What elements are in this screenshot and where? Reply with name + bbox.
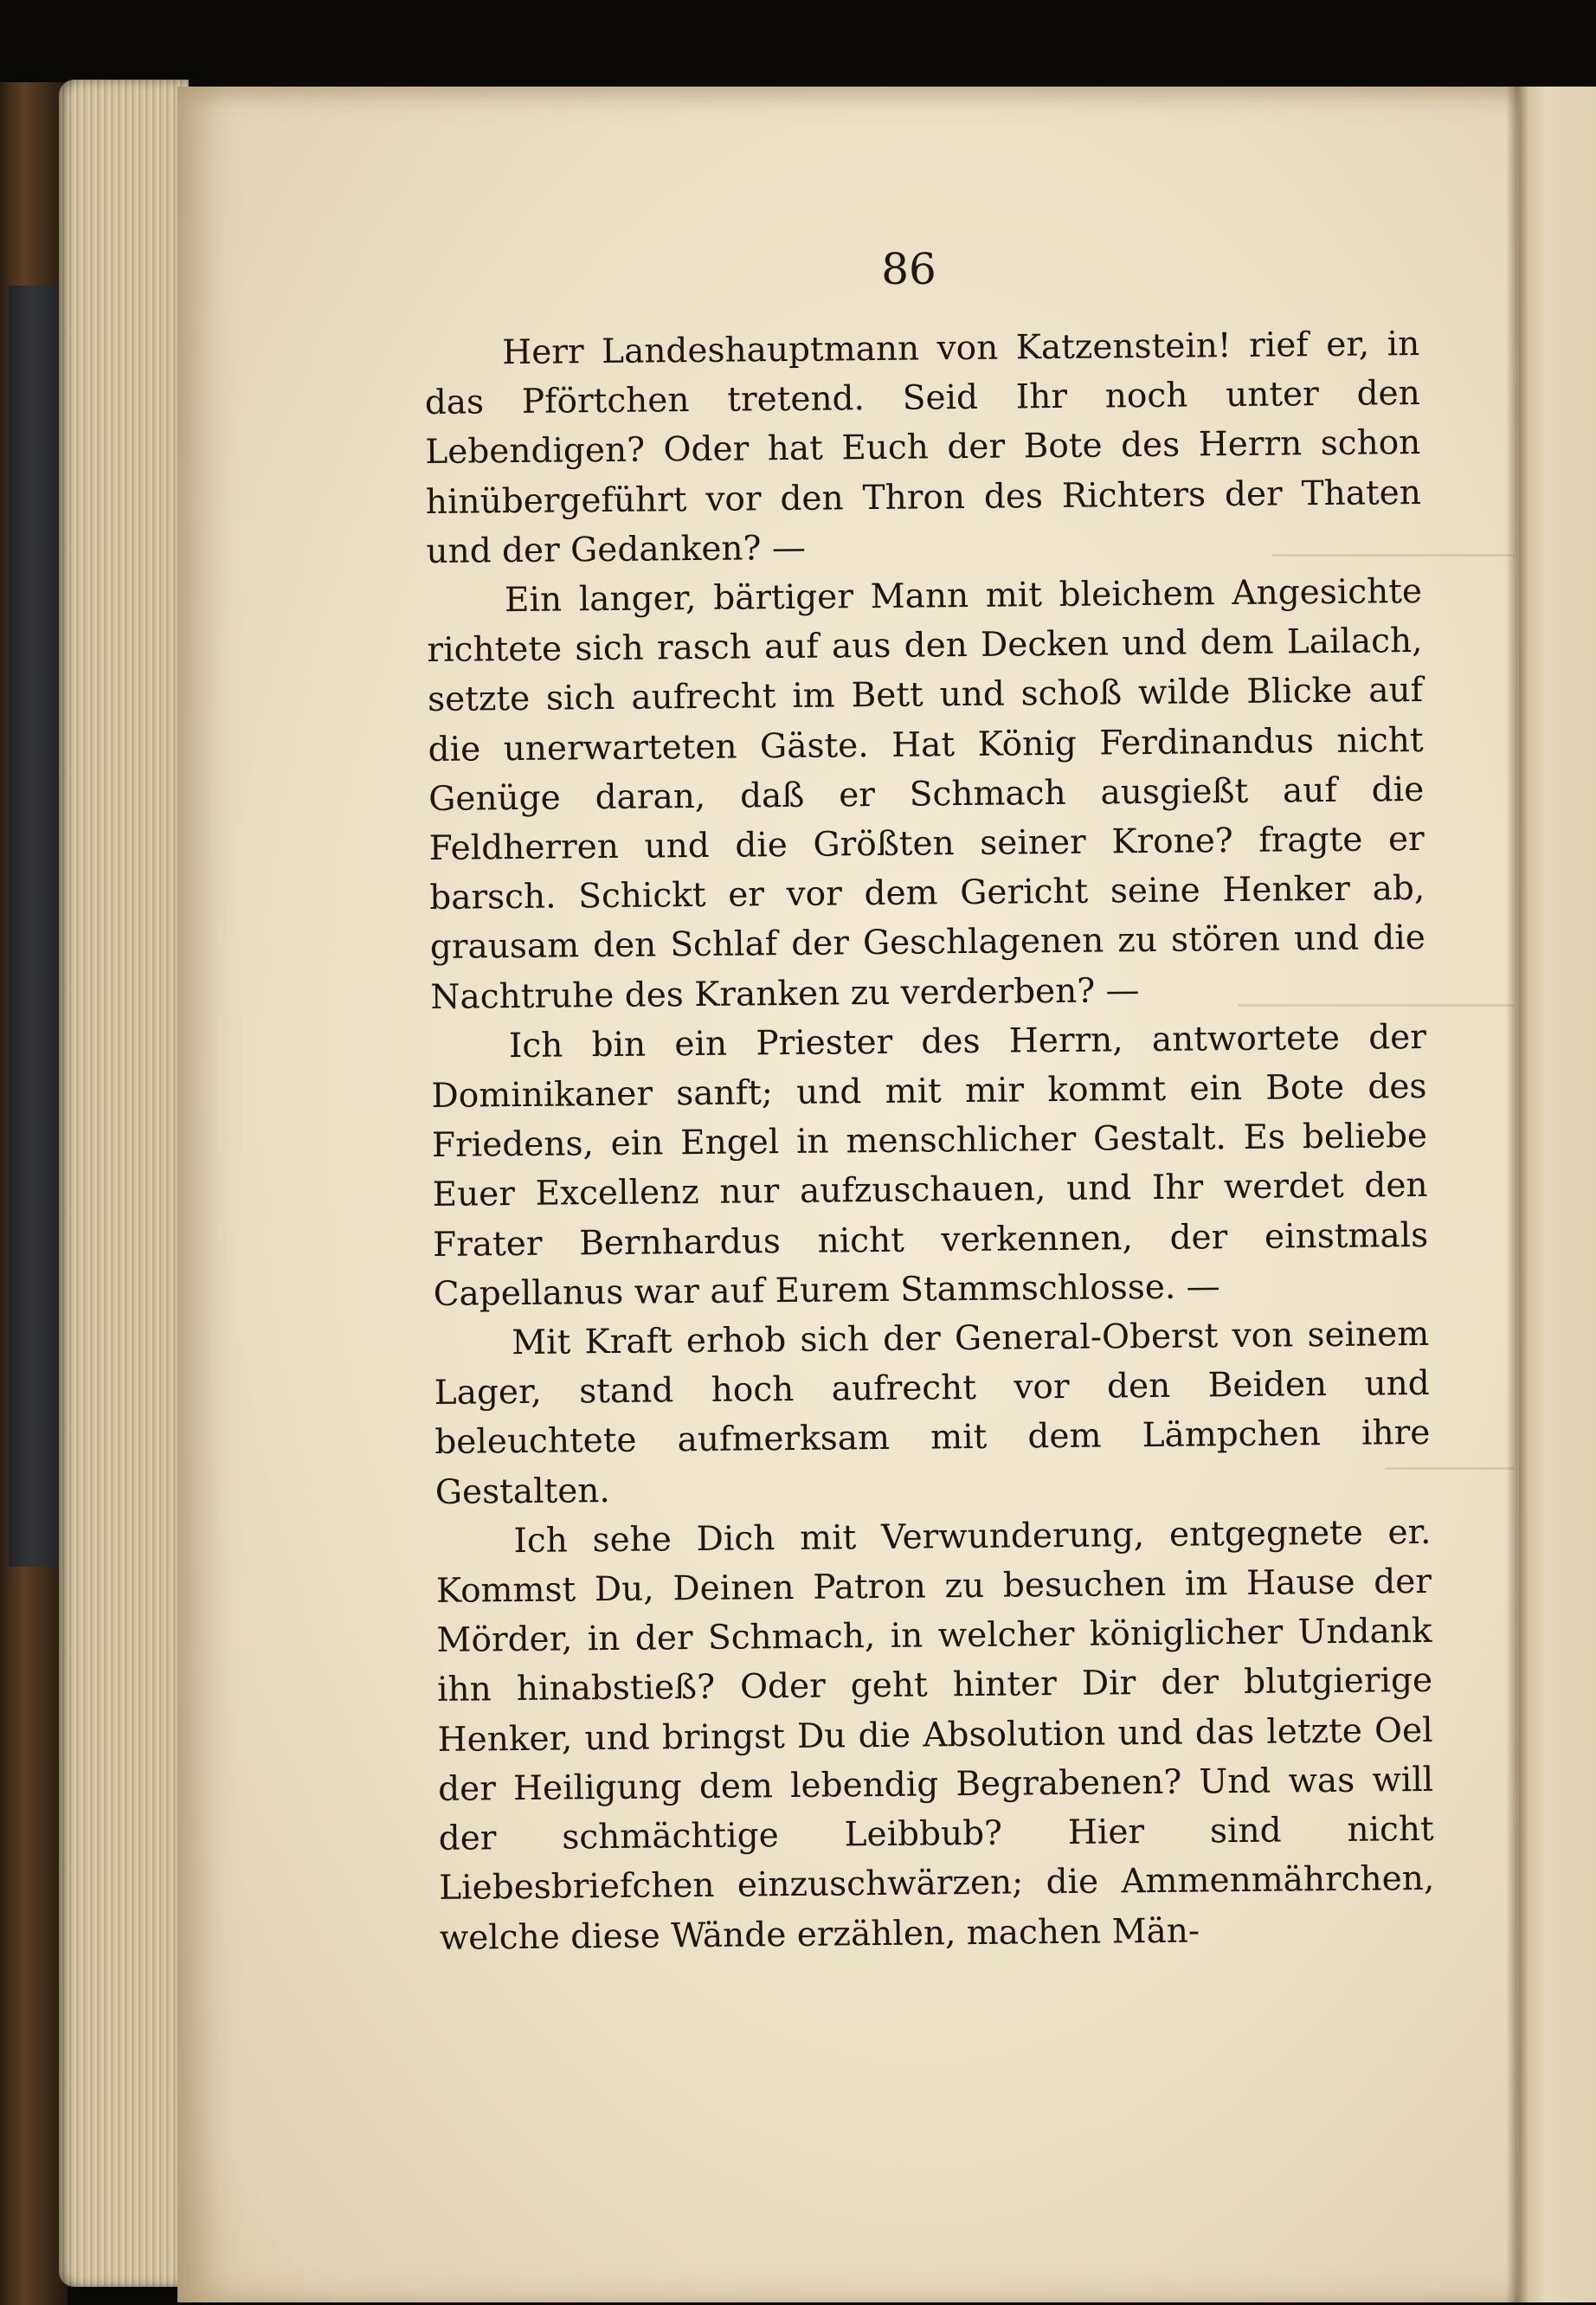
paragraph: Ich sehe Dich mit Verwunderung, entgegnete er. Kommst Du, Deinen Patron zu besuchen im Hause der Mörder, in der Schmach, in welcher königlicher Undank ihn hinabstieß? Oder geht hinter Dir der blutgierige Henker, und bringst Du die Absolution und das letzte Oel der Heiligung dem lebendig Begrabenen? Und was will der schmächtige Leibbub? Hier sind nicht Liebesbriefchen einzuschwärzen; die Ammenmährchen, welche diese Wände erzählen, machen Män- <box>435 1512 1435 1958</box>
paragraph: Mit Kraft erhob sich der General-Oberst von seinem Lager, stand hoch aufrecht vor den Beiden und beleuchtete aufmerksam mit dem Lämpchen ihre Gestalten. <box>434 1314 1431 1512</box>
body-text <box>424 319 1435 1963</box>
page-gutter <box>1506 87 1528 2302</box>
page-number: 86 <box>881 244 936 294</box>
paragraph: Herr Landeshauptmann von Katzenstein! rief er, in das Pförtchen tretend. Seid Ihr noch unter den Lebendigen? Oder hat Euch der Bote des Herrn schon hinübergeführt vor den Thron des Richters der Thaten und der Gedanken? — <box>424 324 1422 571</box>
paragraph: Ein langer, bärtiger Mann mit bleichem Angesichte richtete sich rasch auf aus den Decken und dem Lailach, setzte sich aufrecht im Bett und schoß wilde Blicke auf die unerwarteten Gäste. Hat König Ferdinandus nicht Genüge daran, daß er Schmach ausgießt auf die Feldherren und die Größten seiner Krone? fragte er barsch. Schickt er vor dem Gericht seine Henker ab, grausam den Schlaf der Geschlagenen zu stören und die Nachtruhe des Kranken zu verderben? — <box>427 571 1426 1017</box>
cover-spine-stripe <box>9 286 64 1567</box>
facing-page-edge <box>1519 87 1596 2302</box>
page-edges <box>59 80 189 2287</box>
paragraph: Ich bin ein Priester des Herrn, antwortete der Dominikaner sanft; und mit mir kommt ein Bote des Friedens, ein Engel in menschlicher Gestalt. Es beliebe Euer Excellenz nur aufzuschauen, und Ihr werdet den Frater Bernhardus nicht verkennen, der einstmals Capellanus war auf Eurem Stammschlosse. — <box>431 1017 1429 1314</box>
